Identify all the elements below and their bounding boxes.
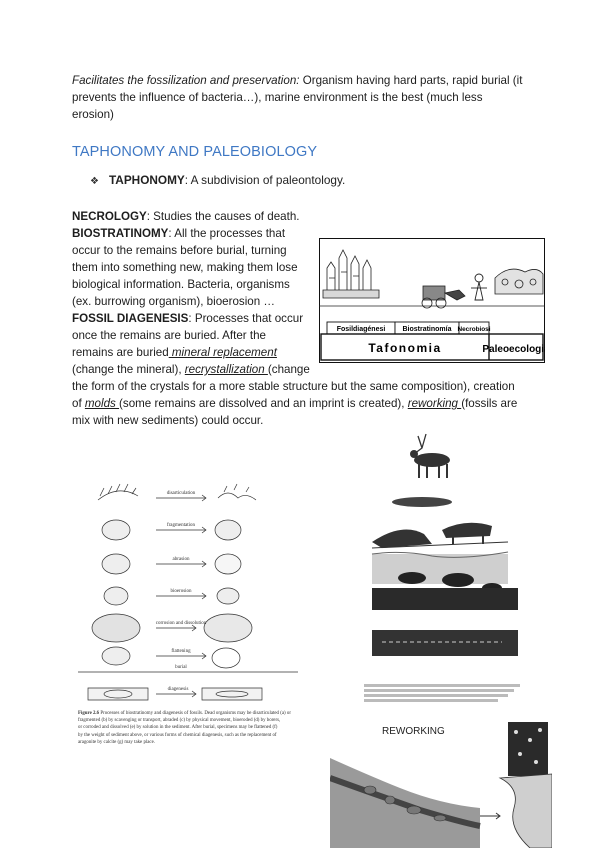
label-corrosion: corrosion and dissolution bbox=[155, 621, 207, 626]
fossilization-sequence-illustration bbox=[362, 430, 518, 676]
label-fragmentation: fragmentation bbox=[166, 523, 196, 528]
diagenesis-line-6: of molds (some remains are dissolved and an imprint is created), reworking (fossils are bbox=[72, 397, 518, 410]
biostratinomy-line-5: (ex. burrowing organism), bioerosion … bbox=[72, 295, 275, 308]
label-abrasion: abrasion bbox=[172, 557, 190, 562]
diagenesis-line-3: remains are buried mineral replacement bbox=[72, 346, 277, 359]
cell-necrobiosi: Necrobiosi bbox=[457, 326, 491, 333]
biostratinomy-line-1: BIOSTRATINOMY: All the processes that bbox=[72, 227, 286, 240]
diagenesis-line-1: FOSSIL DIAGENESIS: Processes that occur bbox=[72, 312, 304, 325]
scavengers-icon bbox=[372, 523, 508, 548]
tafonomia-illustration bbox=[319, 238, 545, 363]
label-burial: burial bbox=[175, 665, 187, 670]
diagenesis-line-7: mix with new sediments) could occur. bbox=[72, 414, 264, 427]
cell-biostratinomia: Biostratinomía bbox=[402, 326, 452, 333]
carcass-icon bbox=[392, 497, 452, 507]
diagenesis-process-figure bbox=[78, 480, 298, 710]
fossilization-sequence-figure bbox=[362, 430, 518, 676]
biostratinomy-line-2: occur to the remains before burial, turning bbox=[72, 244, 287, 257]
sediment-layer bbox=[372, 554, 508, 584]
label-bioerosion: bioerosion bbox=[170, 589, 192, 594]
deer-icon bbox=[410, 434, 450, 478]
ground-layer bbox=[372, 588, 518, 610]
reworking-figure bbox=[330, 718, 552, 848]
term-mineral-replacement: mineral replacement bbox=[168, 346, 277, 359]
diagenesis-line-5: the form of the crystals for a more stable structure but the same composition), creation bbox=[72, 380, 515, 393]
cell-fosildiagenesi: Fosildiagénesi bbox=[336, 326, 386, 333]
label-tafonomia: Tafonomia bbox=[368, 341, 442, 355]
taphonomy-bullet: ❖ TAPHONOMY: A subdivision of paleontology. bbox=[90, 173, 346, 187]
reworking-label: REWORKING bbox=[382, 726, 445, 737]
diagenesis-process-illustration bbox=[78, 480, 298, 710]
fossil-rock-layer bbox=[372, 630, 518, 656]
label-paleoecologia: Paleoecologia bbox=[482, 344, 545, 355]
biostratinomy-line-3: them into something new, making them lose bbox=[72, 261, 298, 274]
biostratinomy-line-4: biological information. Bacteria, organisms bbox=[72, 278, 290, 291]
intro-line-2: prevents the influence of bacteria…), marine environment is the best (much less bbox=[72, 91, 483, 104]
reworking-illustration bbox=[330, 718, 552, 848]
intro-line-1: Facilitates the fossilization and preservation: Organism having hard parts, rapid burial (it bbox=[72, 74, 523, 87]
skeleton-sketch-icon bbox=[98, 484, 138, 500]
label-flattening: flattening bbox=[171, 649, 191, 654]
tafonomia-figure bbox=[319, 238, 545, 363]
diagenesis-line-2: once the remains are buried. After the bbox=[72, 329, 266, 342]
right-figure-caption bbox=[364, 682, 520, 718]
term-molds: molds bbox=[84, 397, 120, 410]
diagenesis-line-4: (change the mineral), recrystallization (change bbox=[72, 363, 310, 376]
intro-label: Facilitates the fossilization and preservation: bbox=[72, 74, 300, 87]
intro-line-3: erosion) bbox=[72, 108, 114, 121]
diamond-bullet-icon: ❖ bbox=[90, 176, 99, 187]
necrology-line: NECROLOGY: Studies the causes of death. bbox=[72, 210, 300, 223]
term-recrystallization: recrystallization bbox=[184, 363, 268, 376]
disarticulated-sketch-icon bbox=[218, 484, 256, 500]
label-disarticulation: disarticulation bbox=[166, 491, 196, 496]
rock-column bbox=[508, 722, 548, 776]
landscape-sketch-icon bbox=[495, 269, 543, 294]
left-figure-caption: Figure 2.6 Processes of biostratinomy and diagenesis of fossils. Dead organisms may be disarticulated (a) or fragmented (b) by scavenging or transport, abraded (c) by physical movement, bioeroded (d) by borers, or corroded and dissolved (e) by solution in the sediment. After burial, specimens may be flattened (f) by the weight of sediment above, or various forms of chemical diagenesis, such as the replacement of aragonite by calcite (g) may take place. bbox=[78, 711, 291, 745]
label-diagenesis: diagenesis bbox=[167, 687, 189, 692]
section-heading: TAPHONOMY AND PALEOBIOLOGY bbox=[72, 144, 318, 160]
term-reworking: reworking bbox=[407, 397, 462, 410]
